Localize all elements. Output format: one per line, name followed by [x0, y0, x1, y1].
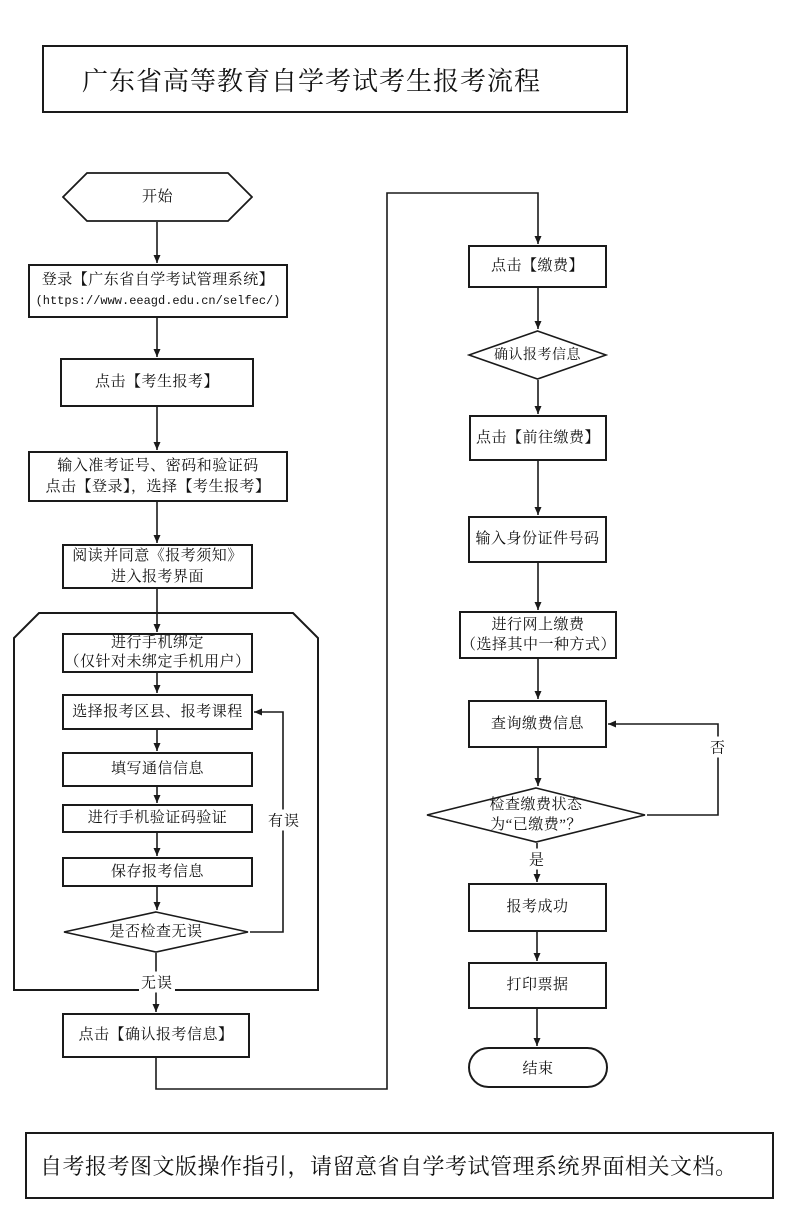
step-verify-sms-label: 进行手机验证码验证: [87, 810, 228, 826]
step-save-info-label: 保存报考信息: [110, 863, 204, 880]
step-goto-pay: [469, 415, 607, 461]
step-save-info: [62, 857, 253, 887]
step-enter-credentials-line1: 输入准考证号、密码和验证码: [57, 457, 259, 474]
step-enter-credentials: [28, 451, 288, 502]
decision-payment-status-line2: 为“已缴费”？: [490, 817, 582, 833]
decision-confirm-info-label: 确认报考信息: [494, 347, 581, 363]
step-query-payment-label: 查询缴费信息: [490, 715, 584, 732]
step-click-pay-label: 点击【缴费】: [490, 258, 584, 274]
step-select-courses: [62, 694, 253, 730]
edge-label-yes: 是: [527, 849, 547, 870]
start-terminator: [62, 172, 253, 222]
step-click-candidate-register: [60, 358, 254, 407]
system-url-text: (https://www.eeagd.edu.cn/selfec/): [35, 294, 281, 308]
step-register-success-label: 报考成功: [506, 899, 569, 915]
step-online-payment-line2: （选择其中一种方式）: [461, 637, 617, 653]
edge-label-has-error: 有误: [266, 810, 302, 831]
step-click-pay: [468, 245, 607, 288]
decision-payment-status-label: [489, 795, 582, 835]
end-label: 结束: [522, 1061, 554, 1077]
step-online-payment-line1: 进行网上缴费: [491, 617, 585, 633]
start-label: 开始: [141, 188, 173, 205]
step-enter-id-number: [468, 516, 607, 563]
step-verify-sms: [62, 804, 253, 833]
step-confirm-register-info: [62, 1013, 250, 1058]
step-online-payment: [459, 611, 617, 659]
step-print-receipt-label: 打印票据: [506, 977, 569, 993]
step-select-courses-label: 选择报考区县、报考课程: [72, 703, 243, 720]
edge-label-no-error: 无误: [139, 972, 175, 993]
step-goto-pay-label: 点击【前往缴费】: [475, 429, 600, 446]
step-bind-phone-line1: 进行手机绑定: [110, 635, 204, 651]
step-bind-phone: [62, 633, 253, 673]
decision-confirm-info: [467, 330, 608, 380]
step-login-system: [28, 264, 288, 318]
step-register-success: [468, 883, 607, 932]
footer-note: 自考报考图文版操作指引，请留意省自学考试管理系统界面相关文档。: [40, 1154, 738, 1179]
edge-label-no: 否: [708, 737, 728, 758]
step-read-notice-line1: 阅读并同意《报考须知》: [72, 547, 243, 564]
step-read-notice-line2: 进入报考界面: [110, 568, 204, 585]
step-fill-contact: [62, 752, 253, 787]
step-enter-credentials-line2: 点击【登录】，选择【考生报考】: [45, 478, 271, 495]
decision-check-correct: [62, 911, 250, 953]
footer-note-box: [25, 1132, 774, 1199]
decision-check-correct-label: 是否检查无误: [109, 923, 203, 940]
step-print-receipt: [468, 962, 607, 1009]
diagram-title-box: [42, 45, 628, 113]
step-query-payment: [468, 700, 607, 748]
step-read-notice: [62, 544, 253, 589]
step-login-line1: 登录【广东省自学考试管理系统】: [41, 272, 275, 288]
step-confirm-register-info-label: 点击【确认报考信息】: [78, 1027, 234, 1043]
step-fill-contact-label: 填写通信信息: [110, 761, 204, 777]
decision-payment-status: [425, 787, 647, 843]
step-bind-phone-line2: （仅针对未绑定手机用户）: [64, 654, 251, 670]
step-click-candidate-register-label: 点击【考生报考】: [94, 374, 219, 390]
diagram-title: 广东省高等教育自学考试考生报考流程: [82, 66, 542, 96]
step-enter-id-number-label: 输入身份证件号码: [475, 531, 600, 547]
end-terminator: [468, 1047, 608, 1088]
decision-payment-status-line1: 检查缴费状态: [489, 797, 583, 813]
